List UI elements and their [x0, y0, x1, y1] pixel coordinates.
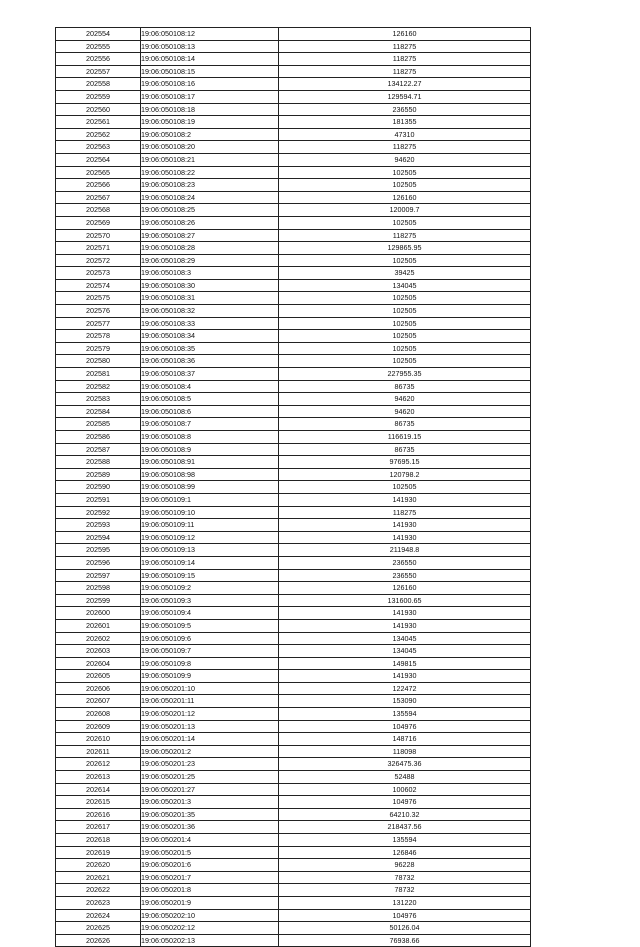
table-row	[56, 468, 531, 481]
cadastral-number-cell: 19:06:050108:6	[141, 405, 279, 418]
table-row	[56, 456, 531, 469]
value-cell: 102505	[279, 481, 531, 494]
cadastral-number-cell: 19:06:050108:25	[141, 204, 279, 217]
value-cell: 131600.65	[279, 594, 531, 607]
cadastral-number-cell: 19:06:050108:13	[141, 40, 279, 53]
cadastral-number-cell: 19:06:050109:1	[141, 493, 279, 506]
record-number-cell: 202577	[56, 317, 141, 330]
cadastral-number-cell: 19:06:050108:29	[141, 254, 279, 267]
value-cell: 326475.36	[279, 758, 531, 771]
record-number-cell: 202624	[56, 909, 141, 922]
table-row	[56, 594, 531, 607]
table-row	[56, 519, 531, 532]
record-number-cell: 202559	[56, 90, 141, 103]
cadastral-number-cell: 19:06:050109:12	[141, 531, 279, 544]
table-row	[56, 493, 531, 506]
parcel-value-table	[55, 27, 531, 947]
cadastral-number-cell: 19:06:050108:14	[141, 53, 279, 66]
record-number-cell: 202588	[56, 456, 141, 469]
value-cell: 135594	[279, 708, 531, 721]
value-cell: 102505	[279, 292, 531, 305]
cadastral-number-cell: 19:06:050108:33	[141, 317, 279, 330]
value-cell: 118098	[279, 745, 531, 758]
cadastral-number-cell: 19:06:050108:7	[141, 418, 279, 431]
record-number-cell: 202570	[56, 229, 141, 242]
record-number-cell: 202594	[56, 531, 141, 544]
cadastral-number-cell: 19:06:050108:34	[141, 330, 279, 343]
value-cell: 126846	[279, 846, 531, 859]
cadastral-number-cell: 19:06:050201:4	[141, 834, 279, 847]
record-number-cell: 202613	[56, 771, 141, 784]
value-cell: 118275	[279, 53, 531, 66]
cadastral-number-cell: 19:06:050109:15	[141, 569, 279, 582]
table-row	[56, 896, 531, 909]
cadastral-number-cell: 19:06:050108:27	[141, 229, 279, 242]
cadastral-number-cell: 19:06:050202:10	[141, 909, 279, 922]
record-number-cell: 202609	[56, 720, 141, 733]
record-number-cell: 202592	[56, 506, 141, 519]
value-cell: 236550	[279, 556, 531, 569]
value-cell: 126160	[279, 582, 531, 595]
record-number-cell: 202573	[56, 267, 141, 280]
record-number-cell: 202568	[56, 204, 141, 217]
cadastral-number-cell: 19:06:050108:22	[141, 166, 279, 179]
table-row	[56, 204, 531, 217]
table-row	[56, 796, 531, 809]
record-number-cell: 202589	[56, 468, 141, 481]
value-cell: 47310	[279, 128, 531, 141]
cadastral-number-cell: 19:06:050201:36	[141, 821, 279, 834]
table-row	[56, 128, 531, 141]
table-row	[56, 544, 531, 557]
table-row	[56, 216, 531, 229]
table-row	[56, 771, 531, 784]
table-row	[56, 909, 531, 922]
record-number-cell: 202579	[56, 342, 141, 355]
table-row	[56, 254, 531, 267]
value-cell: 120009.7	[279, 204, 531, 217]
record-number-cell: 202615	[56, 796, 141, 809]
value-cell: 141930	[279, 670, 531, 683]
table-row	[56, 330, 531, 343]
cadastral-number-cell: 19:06:050108:30	[141, 279, 279, 292]
record-number-cell: 202607	[56, 695, 141, 708]
record-number-cell: 202569	[56, 216, 141, 229]
table-row	[56, 53, 531, 66]
cadastral-number-cell: 19:06:050201:10	[141, 682, 279, 695]
cadastral-number-cell: 19:06:050109:4	[141, 607, 279, 620]
table-row	[56, 582, 531, 595]
cadastral-number-cell: 19:06:050108:4	[141, 380, 279, 393]
record-number-cell: 202585	[56, 418, 141, 431]
table-row	[56, 670, 531, 683]
cadastral-number-cell: 19:06:050202:13	[141, 934, 279, 947]
cadastral-number-cell: 19:06:050201:35	[141, 808, 279, 821]
record-number-cell: 202623	[56, 896, 141, 909]
record-number-cell: 202590	[56, 481, 141, 494]
record-number-cell: 202556	[56, 53, 141, 66]
cadastral-number-cell: 19:06:050108:12	[141, 28, 279, 41]
cadastral-number-cell: 19:06:050108:23	[141, 179, 279, 192]
value-cell: 141930	[279, 531, 531, 544]
value-cell: 97695.15	[279, 456, 531, 469]
value-cell: 94620	[279, 393, 531, 406]
cadastral-number-cell: 19:06:050201:12	[141, 708, 279, 721]
cadastral-number-cell: 19:06:050109:10	[141, 506, 279, 519]
value-cell: 96228	[279, 859, 531, 872]
value-cell: 118275	[279, 65, 531, 78]
value-cell: 236550	[279, 103, 531, 116]
record-number-cell: 202563	[56, 141, 141, 154]
table-row	[56, 166, 531, 179]
value-cell: 50126.04	[279, 922, 531, 935]
cadastral-number-cell: 19:06:050201:6	[141, 859, 279, 872]
record-number-cell: 202591	[56, 493, 141, 506]
table-row	[56, 141, 531, 154]
record-number-cell: 202554	[56, 28, 141, 41]
table-row	[56, 431, 531, 444]
table-row	[56, 279, 531, 292]
table-row	[56, 229, 531, 242]
cadastral-number-cell: 19:06:050109:3	[141, 594, 279, 607]
cadastral-number-cell: 19:06:050109:11	[141, 519, 279, 532]
table-row	[56, 116, 531, 129]
record-number-cell: 202576	[56, 305, 141, 318]
record-number-cell: 202565	[56, 166, 141, 179]
cadastral-number-cell: 19:06:050108:16	[141, 78, 279, 91]
value-cell: 102505	[279, 179, 531, 192]
value-cell: 86735	[279, 443, 531, 456]
record-number-cell: 202626	[56, 934, 141, 947]
value-cell: 102505	[279, 216, 531, 229]
value-cell: 39425	[279, 267, 531, 280]
value-cell: 129594.71	[279, 90, 531, 103]
record-number-cell: 202567	[56, 191, 141, 204]
table-row	[56, 758, 531, 771]
value-cell: 129865.95	[279, 242, 531, 255]
table-row	[56, 305, 531, 318]
record-number-cell: 202618	[56, 834, 141, 847]
value-cell: 78732	[279, 871, 531, 884]
record-number-cell: 202606	[56, 682, 141, 695]
value-cell: 116619.15	[279, 431, 531, 444]
cadastral-number-cell: 19:06:050201:25	[141, 771, 279, 784]
cadastral-number-cell: 19:06:050109:14	[141, 556, 279, 569]
record-number-cell: 202597	[56, 569, 141, 582]
record-number-cell: 202558	[56, 78, 141, 91]
value-cell: 134122.27	[279, 78, 531, 91]
table-row	[56, 884, 531, 897]
record-number-cell: 202602	[56, 632, 141, 645]
table-row	[56, 808, 531, 821]
table-row	[56, 443, 531, 456]
record-number-cell: 202581	[56, 368, 141, 381]
value-cell: 227955.35	[279, 368, 531, 381]
record-number-cell: 202601	[56, 619, 141, 632]
table-row	[56, 28, 531, 41]
value-cell: 102505	[279, 355, 531, 368]
table-row	[56, 556, 531, 569]
value-cell: 131220	[279, 896, 531, 909]
cadastral-number-cell: 19:06:050201:23	[141, 758, 279, 771]
value-cell: 236550	[279, 569, 531, 582]
cadastral-number-cell: 19:06:050201:27	[141, 783, 279, 796]
value-cell: 104976	[279, 720, 531, 733]
cadastral-number-cell: 19:06:050201:11	[141, 695, 279, 708]
cadastral-number-cell: 19:06:050108:26	[141, 216, 279, 229]
value-cell: 102505	[279, 166, 531, 179]
value-cell: 141930	[279, 607, 531, 620]
record-number-cell: 202619	[56, 846, 141, 859]
cadastral-number-cell: 19:06:050109:6	[141, 632, 279, 645]
value-cell: 102505	[279, 342, 531, 355]
value-cell: 100602	[279, 783, 531, 796]
record-number-cell: 202616	[56, 808, 141, 821]
cadastral-number-cell: 19:06:050108:18	[141, 103, 279, 116]
table-row	[56, 40, 531, 53]
record-number-cell: 202571	[56, 242, 141, 255]
cadastral-number-cell: 19:06:050109:7	[141, 645, 279, 658]
cadastral-number-cell: 19:06:050201:8	[141, 884, 279, 897]
table-row	[56, 393, 531, 406]
table-row	[56, 405, 531, 418]
value-cell: 102505	[279, 317, 531, 330]
record-number-cell: 202562	[56, 128, 141, 141]
record-number-cell: 202575	[56, 292, 141, 305]
record-number-cell: 202584	[56, 405, 141, 418]
value-cell: 102505	[279, 305, 531, 318]
table-row	[56, 481, 531, 494]
record-number-cell: 202557	[56, 65, 141, 78]
value-cell: 122472	[279, 682, 531, 695]
record-number-cell: 202582	[56, 380, 141, 393]
record-number-cell: 202603	[56, 645, 141, 658]
record-number-cell: 202622	[56, 884, 141, 897]
cadastral-number-cell: 19:06:050109:9	[141, 670, 279, 683]
value-cell: 134045	[279, 279, 531, 292]
table-row	[56, 922, 531, 935]
table-row	[56, 531, 531, 544]
table-row	[56, 846, 531, 859]
record-number-cell: 202566	[56, 179, 141, 192]
value-cell: 76938.66	[279, 934, 531, 947]
cadastral-number-cell: 19:06:050108:19	[141, 116, 279, 129]
cadastral-number-cell: 19:06:050108:91	[141, 456, 279, 469]
cadastral-number-cell: 19:06:050108:28	[141, 242, 279, 255]
table-row	[56, 65, 531, 78]
table-row	[56, 720, 531, 733]
record-number-cell: 202612	[56, 758, 141, 771]
cadastral-number-cell: 19:06:050108:20	[141, 141, 279, 154]
table-row	[56, 292, 531, 305]
record-number-cell: 202560	[56, 103, 141, 116]
record-number-cell: 202595	[56, 544, 141, 557]
record-number-cell: 202587	[56, 443, 141, 456]
value-cell: 135594	[279, 834, 531, 847]
cadastral-number-cell: 19:06:050202:12	[141, 922, 279, 935]
table-row	[56, 934, 531, 947]
record-number-cell: 202600	[56, 607, 141, 620]
table-row	[56, 834, 531, 847]
cadastral-number-cell: 19:06:050109:2	[141, 582, 279, 595]
record-number-cell: 202614	[56, 783, 141, 796]
table-row	[56, 783, 531, 796]
cadastral-number-cell: 19:06:050108:15	[141, 65, 279, 78]
record-number-cell: 202564	[56, 153, 141, 166]
value-cell: 211948.8	[279, 544, 531, 557]
record-number-cell: 202572	[56, 254, 141, 267]
cadastral-number-cell: 19:06:050108:17	[141, 90, 279, 103]
value-cell: 134045	[279, 632, 531, 645]
value-cell: 104976	[279, 796, 531, 809]
cadastral-number-cell: 19:06:050201:7	[141, 871, 279, 884]
value-cell: 86735	[279, 380, 531, 393]
record-number-cell: 202598	[56, 582, 141, 595]
value-cell: 94620	[279, 405, 531, 418]
table-row	[56, 78, 531, 91]
record-number-cell: 202625	[56, 922, 141, 935]
cadastral-number-cell: 19:06:050108:98	[141, 468, 279, 481]
record-number-cell: 202596	[56, 556, 141, 569]
record-number-cell: 202578	[56, 330, 141, 343]
cadastral-number-cell: 19:06:050108:37	[141, 368, 279, 381]
table-row	[56, 355, 531, 368]
record-number-cell: 202620	[56, 859, 141, 872]
table-row	[56, 342, 531, 355]
value-cell: 126160	[279, 28, 531, 41]
cadastral-number-cell: 19:06:050201:13	[141, 720, 279, 733]
value-cell: 78732	[279, 884, 531, 897]
cadastral-number-cell: 19:06:050108:36	[141, 355, 279, 368]
cadastral-number-cell: 19:06:050108:5	[141, 393, 279, 406]
record-number-cell: 202583	[56, 393, 141, 406]
cadastral-number-cell: 19:06:050109:13	[141, 544, 279, 557]
table-row	[56, 607, 531, 620]
cadastral-number-cell: 19:06:050201:2	[141, 745, 279, 758]
cadastral-number-cell: 19:06:050108:24	[141, 191, 279, 204]
value-cell: 218437.56	[279, 821, 531, 834]
record-number-cell: 202555	[56, 40, 141, 53]
table-row	[56, 153, 531, 166]
record-number-cell: 202561	[56, 116, 141, 129]
record-number-cell: 202586	[56, 431, 141, 444]
value-cell: 181355	[279, 116, 531, 129]
record-number-cell: 202608	[56, 708, 141, 721]
record-number-cell: 202604	[56, 657, 141, 670]
cadastral-number-cell: 19:06:050201:5	[141, 846, 279, 859]
cadastral-number-cell: 19:06:050108:3	[141, 267, 279, 280]
cadastral-number-cell: 19:06:050108:21	[141, 153, 279, 166]
cadastral-number-cell: 19:06:050201:9	[141, 896, 279, 909]
table-row	[56, 191, 531, 204]
value-cell: 149815	[279, 657, 531, 670]
cadastral-number-cell: 19:06:050109:8	[141, 657, 279, 670]
table-row	[56, 708, 531, 721]
table-row	[56, 745, 531, 758]
record-number-cell: 202610	[56, 733, 141, 746]
record-number-cell: 202599	[56, 594, 141, 607]
table-row	[56, 569, 531, 582]
table-row	[56, 368, 531, 381]
value-cell: 141930	[279, 619, 531, 632]
record-number-cell: 202611	[56, 745, 141, 758]
record-number-cell: 202580	[56, 355, 141, 368]
cadastral-number-cell: 19:06:050108:99	[141, 481, 279, 494]
table-row	[56, 317, 531, 330]
table-row	[56, 657, 531, 670]
table-row	[56, 682, 531, 695]
value-cell: 118275	[279, 40, 531, 53]
table-row	[56, 418, 531, 431]
table-row	[56, 632, 531, 645]
cadastral-number-cell: 19:06:050108:2	[141, 128, 279, 141]
cadastral-number-cell: 19:06:050201:14	[141, 733, 279, 746]
cadastral-number-cell: 19:06:050108:8	[141, 431, 279, 444]
value-cell: 141930	[279, 493, 531, 506]
value-cell: 120798.2	[279, 468, 531, 481]
value-cell: 153090	[279, 695, 531, 708]
value-cell: 94620	[279, 153, 531, 166]
cadastral-number-cell: 19:06:050108:9	[141, 443, 279, 456]
record-number-cell: 202593	[56, 519, 141, 532]
table-row	[56, 619, 531, 632]
table-row	[56, 242, 531, 255]
table-row	[56, 871, 531, 884]
table-body	[56, 28, 531, 947]
table-row	[56, 179, 531, 192]
value-cell: 64210.32	[279, 808, 531, 821]
cadastral-number-cell: 19:06:050201:3	[141, 796, 279, 809]
cadastral-number-cell: 19:06:050109:5	[141, 619, 279, 632]
record-number-cell: 202605	[56, 670, 141, 683]
cadastral-number-cell: 19:06:050108:32	[141, 305, 279, 318]
value-cell: 118275	[279, 141, 531, 154]
value-cell: 104976	[279, 909, 531, 922]
record-number-cell: 202621	[56, 871, 141, 884]
value-cell: 126160	[279, 191, 531, 204]
value-cell: 141930	[279, 519, 531, 532]
table-row	[56, 733, 531, 746]
table-row	[56, 380, 531, 393]
table-row	[56, 821, 531, 834]
table-row	[56, 859, 531, 872]
record-number-cell: 202574	[56, 279, 141, 292]
table-row	[56, 103, 531, 116]
table-row	[56, 645, 531, 658]
value-cell: 102505	[279, 254, 531, 267]
table-row	[56, 695, 531, 708]
value-cell: 118275	[279, 229, 531, 242]
value-cell: 148716	[279, 733, 531, 746]
cadastral-number-cell: 19:06:050108:35	[141, 342, 279, 355]
record-number-cell: 202617	[56, 821, 141, 834]
value-cell: 118275	[279, 506, 531, 519]
value-cell: 52488	[279, 771, 531, 784]
value-cell: 102505	[279, 330, 531, 343]
value-cell: 134045	[279, 645, 531, 658]
value-cell: 86735	[279, 418, 531, 431]
cadastral-number-cell: 19:06:050108:31	[141, 292, 279, 305]
table-row	[56, 267, 531, 280]
table-row	[56, 506, 531, 519]
table-row	[56, 90, 531, 103]
